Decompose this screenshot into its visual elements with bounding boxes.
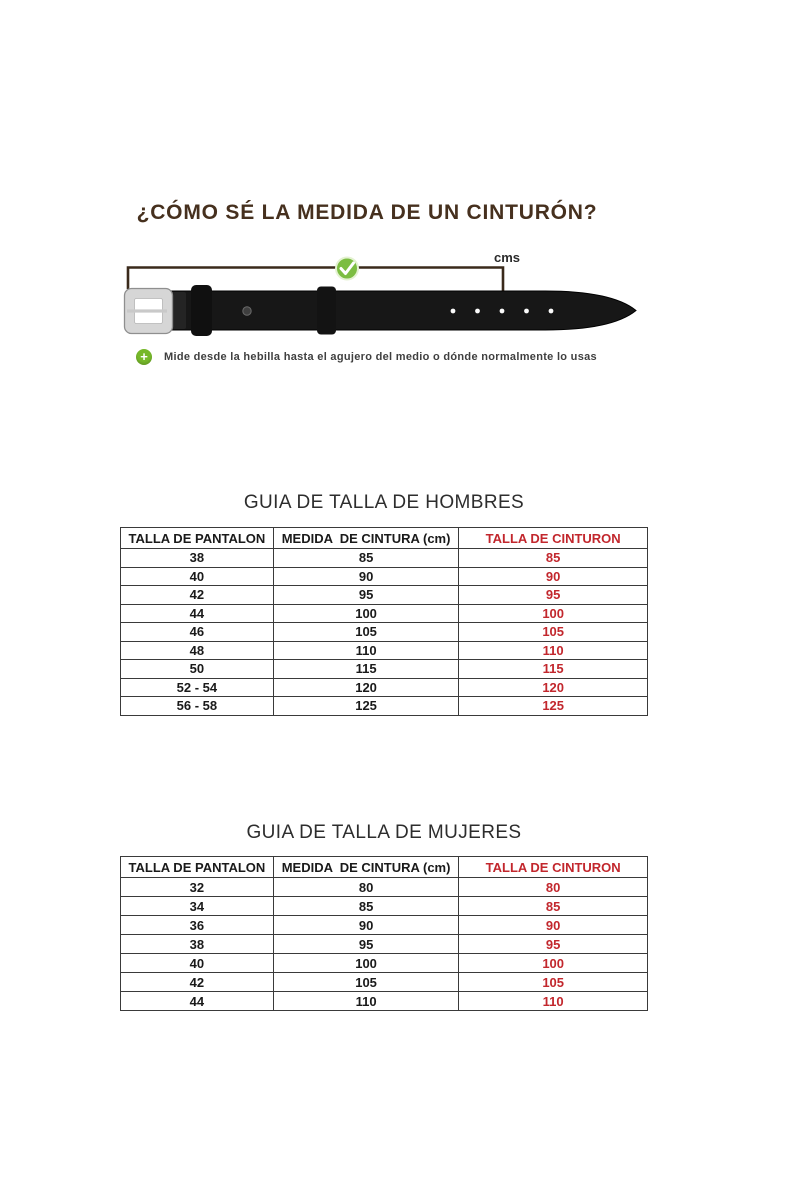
table-cell: 44 [121, 604, 274, 623]
measure-note: Mide desde la hebilla hasta el agujero del medio o dónde normalmente lo usas [164, 351, 597, 363]
table-cell: 100 [273, 954, 459, 973]
column-header-waist: MEDIDA DE CINTURA (cm) [273, 857, 459, 878]
women-table-body [121, 878, 648, 1011]
belt-buckle [125, 289, 173, 334]
table-row [121, 935, 648, 954]
men-size-table [120, 527, 648, 716]
table-row [121, 549, 648, 568]
men-size-guide [120, 492, 648, 716]
column-header-belt-size: TALLA DE CINTURON [459, 528, 648, 549]
table-cell: 95 [273, 586, 459, 605]
table-cell: 40 [121, 954, 274, 973]
table-header-row [121, 857, 648, 878]
table-cell: 44 [121, 992, 274, 1011]
women-table-title: GUIA DE TALLA DE MUJERES [246, 822, 522, 843]
column-header-waist: MEDIDA DE CINTURA (cm) [273, 528, 459, 549]
column-header-pant-size: TALLA DE PANTALON [121, 857, 274, 878]
table-cell: 95 [273, 935, 459, 954]
table-cell: 110 [459, 641, 648, 660]
table-cell: 90 [273, 916, 459, 935]
belt-illustration [125, 285, 637, 336]
checkmark-icon [336, 258, 358, 280]
table-cell: 38 [121, 549, 274, 568]
table-cell: 100 [459, 954, 648, 973]
table-cell: 125 [459, 697, 648, 716]
table-row [121, 623, 648, 642]
table-cell: 95 [459, 935, 648, 954]
table-row [121, 586, 648, 605]
table-cell: 115 [273, 660, 459, 679]
table-cell: 50 [121, 660, 274, 679]
table-cell: 90 [273, 567, 459, 586]
table-row [121, 697, 648, 716]
table-cell: 80 [273, 878, 459, 897]
table-cell: 85 [273, 549, 459, 568]
belt-rivet [243, 307, 251, 315]
table-cell: 125 [273, 697, 459, 716]
table-cell: 105 [459, 623, 648, 642]
table-row [121, 641, 648, 660]
men-table-body [121, 549, 648, 716]
table-cell: 80 [459, 878, 648, 897]
table-cell: 36 [121, 916, 274, 935]
table-cell: 105 [459, 973, 648, 992]
column-header-belt-size: TALLA DE CINTURON [459, 857, 648, 878]
table-cell: 85 [459, 549, 648, 568]
belt-keeper-loop [191, 285, 212, 336]
table-cell: 105 [273, 973, 459, 992]
table-cell: 100 [273, 604, 459, 623]
table-row [121, 897, 648, 916]
belt-keeper-loop [317, 287, 336, 335]
table-cell: 120 [459, 678, 648, 697]
table-row [121, 660, 648, 679]
table-row [121, 678, 648, 697]
table-cell: 115 [459, 660, 648, 679]
table-row [121, 992, 648, 1011]
table-cell: 90 [459, 916, 648, 935]
table-cell: 110 [273, 641, 459, 660]
table-header-row [121, 528, 648, 549]
table-row [121, 604, 648, 623]
belt-diagram [0, 240, 800, 350]
table-cell: 110 [459, 992, 648, 1011]
table-cell: 46 [121, 623, 274, 642]
women-size-table [120, 856, 648, 1011]
table-cell: 34 [121, 897, 274, 916]
table-cell: 40 [121, 567, 274, 586]
women-size-guide [120, 822, 648, 1011]
table-cell: 32 [121, 878, 274, 897]
table-row [121, 878, 648, 897]
table-cell: 105 [273, 623, 459, 642]
belt-strap [170, 291, 636, 330]
table-cell: 90 [459, 567, 648, 586]
table-cell: 56 - 58 [121, 697, 274, 716]
table-cell: 38 [121, 935, 274, 954]
men-table-title: GUIA DE TALLA DE HOMBRES [243, 492, 525, 513]
page-title: ¿CÓMO SÉ LA MEDIDA DE UN CINTURÓN? [136, 201, 598, 224]
table-cell: 42 [121, 973, 274, 992]
table-row [121, 954, 648, 973]
table-cell: 85 [273, 897, 459, 916]
plus-icon: + [136, 349, 152, 365]
measure-note-row [136, 349, 597, 365]
table-cell: 95 [459, 586, 648, 605]
table-cell: 110 [273, 992, 459, 1011]
table-row [121, 916, 648, 935]
table-cell: 85 [459, 897, 648, 916]
table-row [121, 567, 648, 586]
table-cell: 100 [459, 604, 648, 623]
column-header-pant-size: TALLA DE PANTALON [121, 528, 274, 549]
table-cell: 52 - 54 [121, 678, 274, 697]
table-cell: 120 [273, 678, 459, 697]
table-cell: 48 [121, 641, 274, 660]
table-row [121, 973, 648, 992]
cms-label: cms [494, 250, 521, 265]
table-cell: 42 [121, 586, 274, 605]
